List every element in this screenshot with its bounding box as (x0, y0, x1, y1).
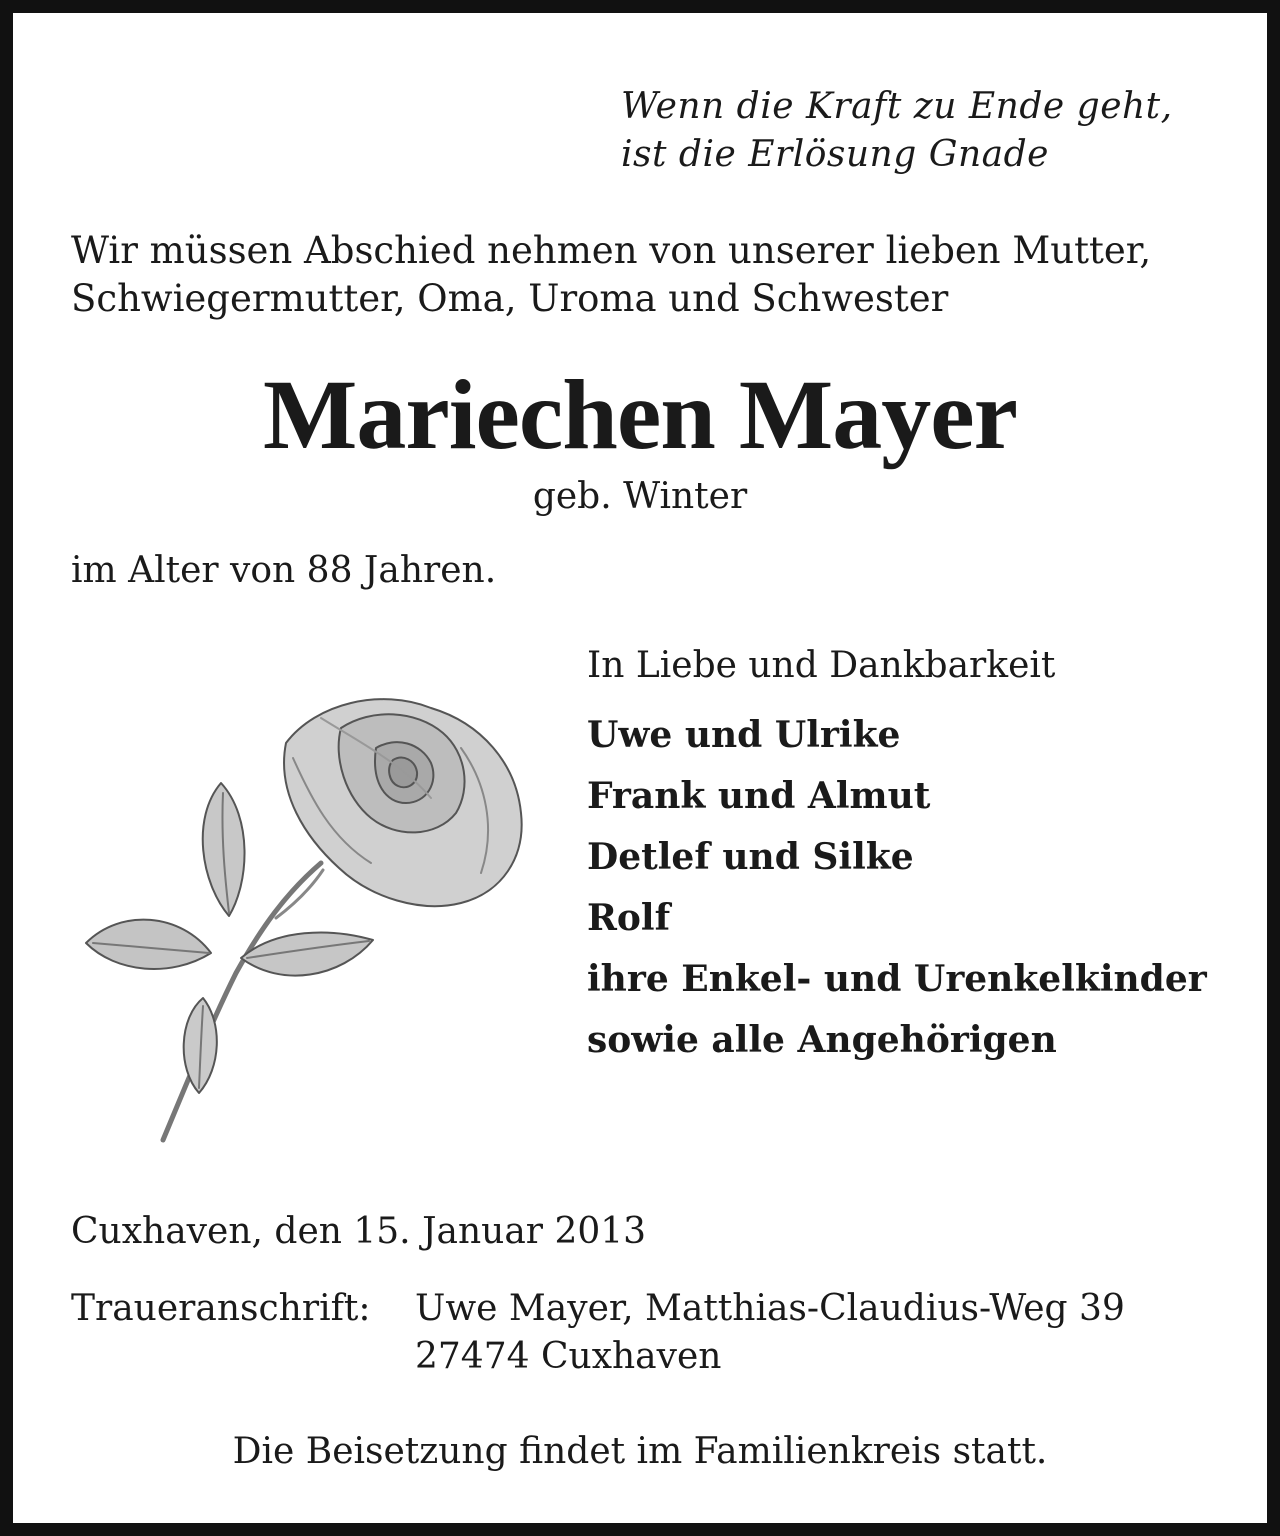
address-line-2: 27474 Cuxhaven (415, 1336, 722, 1377)
mourners-list (587, 713, 1207, 1079)
mourner-item: Rolf (587, 897, 671, 939)
deceased-name: Mariechen Mayer (262, 359, 1018, 470)
mourner-item: ihre Enkel- und Urenkelkinder (587, 958, 1207, 1000)
signoff-text: In Liebe und Dankbarkeit (587, 645, 1056, 686)
intro-line-1: Wir müssen Abschied nehmen von unserer lieben Mutter, (71, 229, 1152, 272)
motto-quote (621, 83, 1173, 179)
intro-line-2: Schwiegermutter, Oma, Uroma und Schwester (71, 277, 949, 320)
address-line-1: Uwe Mayer, Matthias-Claudius-Weg 39 (415, 1288, 1125, 1329)
mourning-address (415, 1285, 1125, 1381)
rose-illustration-icon (71, 688, 531, 1153)
birth-name: geb. Winter (532, 476, 748, 517)
motto-line-2: ist die Erlösung Gnade (621, 134, 1049, 175)
motto-line-1: Wenn die Kraft zu Ende geht, (621, 86, 1173, 127)
mourner-item: Frank und Almut (587, 775, 931, 817)
mourner-item: sowie alle Angehörigen (587, 1019, 1057, 1061)
mourner-item: Uwe und Ulrike (587, 714, 901, 756)
age-text: im Alter von 88 Jahren. (71, 550, 497, 591)
address-label: Traueranschrift: (71, 1288, 371, 1329)
place-date: Cuxhaven, den 15. Januar 2013 (71, 1211, 647, 1252)
mourner-item: Detlef und Silke (587, 836, 914, 878)
intro-text (71, 227, 1151, 323)
closing-note: Die Beisetzung findet im Familienkreis statt. (232, 1431, 1048, 1472)
